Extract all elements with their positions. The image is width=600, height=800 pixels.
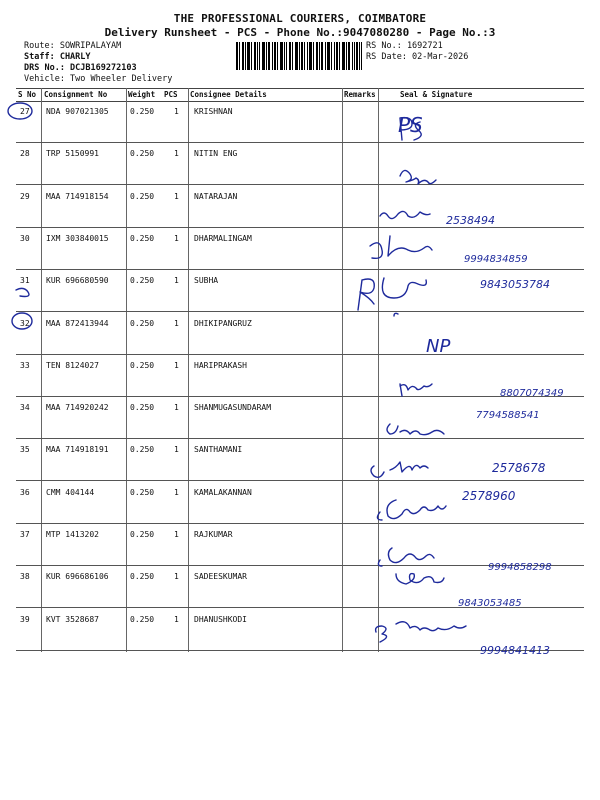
cell-sno: 30: [20, 233, 30, 243]
phone-35: 2578678: [492, 461, 546, 475]
rs-number: RS No.: 1692721: [366, 41, 443, 51]
sig-text-27: PS: [398, 113, 423, 137]
cell-consignee: SUBHA: [194, 276, 219, 286]
cell-sno: 28: [20, 149, 30, 159]
cell-weight: 0.250: [130, 445, 155, 455]
table-row: [16, 185, 584, 228]
cell-weight: 0.250: [130, 530, 155, 539]
table-row: [16, 354, 584, 397]
cell-consignment: MTP 1413202: [46, 530, 99, 539]
cell-pcs: 1: [174, 572, 179, 582]
cell-consignee: NITIN ENG: [194, 149, 238, 159]
cell-weight: 0.250: [130, 276, 155, 286]
cell-pcs: 1: [174, 487, 179, 497]
cell-weight: 0.250: [130, 318, 155, 328]
cell-consignee: SANTHAMANI: [194, 445, 243, 455]
cell-consignment: TRP 5150991: [46, 149, 99, 159]
cell-weight: 0.250: [130, 191, 155, 201]
table-row: [16, 312, 584, 355]
cell-sno: 34: [20, 403, 30, 413]
phone-31: 9843053784: [480, 278, 550, 291]
table-row: [16, 142, 584, 185]
cell-consignment: TEN 8124027: [46, 360, 99, 370]
cell-consignee: SADEESKUMAR: [194, 572, 247, 582]
cell-consignment: CMM 404144: [46, 487, 95, 497]
col-sno: S No: [18, 90, 37, 99]
cell-consignee: KAMALAKANNAN: [194, 487, 252, 497]
cell-sno: 39: [20, 614, 30, 624]
phone-38: 9843053485: [458, 598, 522, 609]
cell-sno: 31: [20, 276, 30, 286]
cell-pcs: 1: [174, 614, 179, 624]
table-row: [16, 523, 584, 566]
cell-consignment: IXM 303840015: [46, 233, 109, 243]
route-label: Route: SOWRIPALAYAM: [24, 41, 122, 51]
cell-pcs: 1: [174, 403, 179, 413]
cell-consignment: MAA 872413944: [46, 318, 109, 328]
cell-pcs: 1: [174, 360, 179, 370]
cell-weight: 0.250: [130, 107, 155, 116]
company-title: THE PROFESSIONAL COURIERS, COIMBATORE: [173, 12, 427, 25]
cell-pcs: 1: [174, 107, 179, 116]
cell-sno: 27: [20, 107, 30, 116]
table-row: [16, 396, 584, 439]
cell-consignee: KRISHNAN: [194, 107, 233, 116]
phone-30: 9994834859: [464, 254, 528, 265]
cell-weight: 0.250: [130, 149, 155, 159]
cell-consignment: MAA 714920242: [46, 403, 109, 413]
cell-sno: 35: [20, 445, 30, 455]
table-row: [16, 227, 584, 270]
sig-text-32: NP: [426, 336, 451, 357]
cell-sno: 36: [20, 487, 30, 497]
cell-sno: 38: [20, 572, 30, 582]
table-row: [16, 438, 584, 481]
rs-date: RS Date: 02-Mar-2026: [366, 52, 469, 62]
vehicle-label: Vehicle: Two Wheeler Delivery: [24, 74, 173, 84]
table-row: [16, 565, 584, 608]
cell-sno: 37: [20, 530, 30, 539]
cell-pcs: 1: [174, 276, 179, 286]
table-row: [16, 269, 584, 312]
phone-36: 2578960: [462, 489, 516, 503]
table-row: [16, 608, 584, 651]
cell-consignee: DHIKIPANGRUZ: [194, 318, 252, 328]
cell-consignment: MAA 714918154: [46, 191, 109, 201]
cell-consignee: DHANUSHKODI: [194, 614, 247, 624]
phone-39: 9994841413: [480, 644, 550, 657]
cell-consignee: NATARAJAN: [194, 191, 238, 201]
phone-37: 9994858298: [488, 562, 552, 573]
cell-weight: 0.250: [130, 487, 155, 497]
barcode: [236, 42, 362, 70]
cell-consignee: HARIPRAKASH: [194, 360, 247, 370]
table-row: [16, 100, 584, 143]
table-row: [16, 481, 584, 524]
cell-sno: 32: [20, 318, 30, 328]
cell-consignment: KUR 696686106: [46, 572, 109, 582]
col-consignee: Consignee Details: [190, 90, 267, 99]
cell-sno: 29: [20, 191, 30, 201]
cell-weight: 0.250: [130, 614, 155, 624]
col-weight: Weight: [128, 90, 156, 99]
col-seal-signature: Seal & Signature: [400, 90, 473, 99]
cell-consignee: RAJKUMAR: [194, 530, 233, 539]
cell-consignee: DHARMALINGAM: [194, 233, 252, 243]
col-pcs: PCS: [164, 90, 178, 99]
cell-pcs: 1: [174, 445, 179, 455]
phone-34: 7794588541: [476, 410, 540, 421]
cell-pcs: 1: [174, 318, 179, 328]
cell-consignment: KUR 696680590: [46, 276, 109, 286]
col-remarks: Remarks: [344, 90, 376, 99]
note-29: 2538494: [446, 214, 495, 227]
cell-consignment: MAA 714918191: [46, 445, 109, 455]
cell-weight: 0.250: [130, 403, 155, 413]
cell-consignee: SHANMUGASUNDARAM: [194, 403, 272, 413]
runsheet-subtitle: Delivery Runsheet - PCS - Phone No.:9047080280 - Page No.:3: [104, 26, 496, 39]
col-consignment: Consignment No: [44, 90, 108, 99]
cell-pcs: 1: [174, 530, 179, 539]
cell-sno: 33: [20, 360, 30, 370]
cell-pcs: 1: [174, 233, 179, 243]
staff-label: Staff: CHARLY: [24, 52, 91, 62]
drs-number: DRS No.: DCJB169272103: [24, 63, 137, 73]
cell-weight: 0.250: [130, 572, 155, 582]
phone-33: 8807074349: [500, 388, 564, 399]
cell-weight: 0.250: [130, 360, 155, 370]
cell-consignment: KVT 3528687: [46, 614, 99, 624]
cell-pcs: 1: [174, 191, 179, 201]
cell-weight: 0.250: [130, 233, 155, 243]
cell-pcs: 1: [174, 149, 179, 159]
cell-consignment: NDA 907021305: [46, 107, 109, 116]
